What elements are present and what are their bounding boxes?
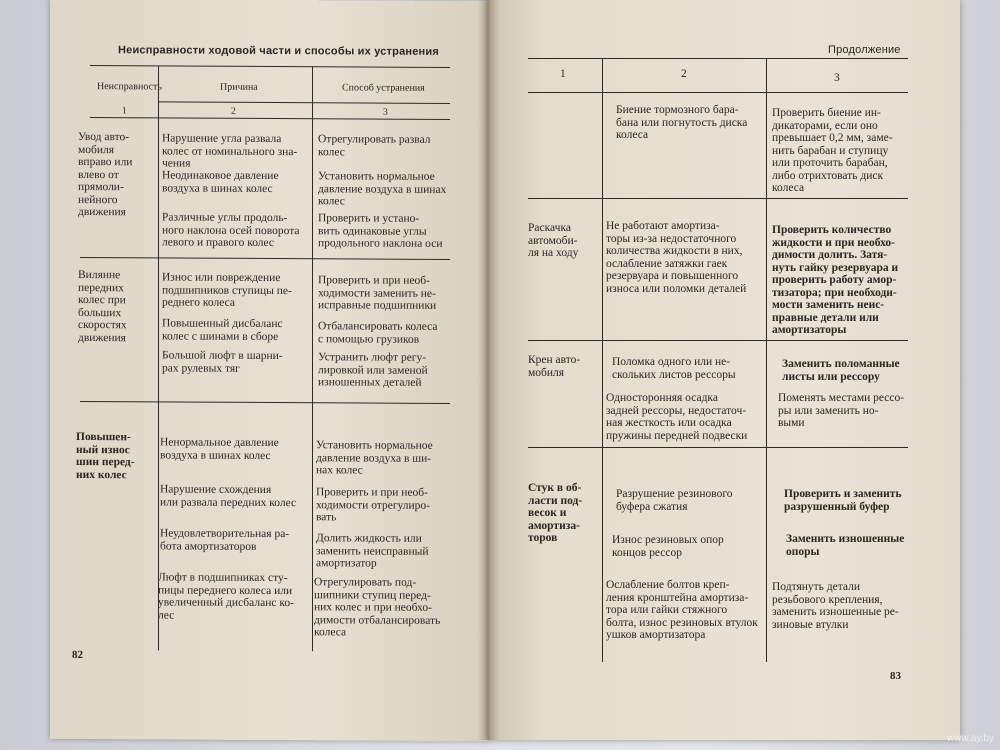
cause-cell: Износ или повреждение подшипников ступицы пе- реднего колеса <box>162 271 292 309</box>
fault-cell: Вилянне передних колес при больших скоростях движения <box>78 268 127 344</box>
header-fix: Способ устранения <box>342 82 425 94</box>
watermark: www.ay.by <box>946 733 994 744</box>
continuation-label: Продолжение <box>828 44 901 56</box>
header-bottom-rule <box>528 92 908 93</box>
fix-cell: Проверить и при необ- ходимости заменить не- исправные подшипники <box>318 274 437 312</box>
cause-cell: Различные углы продоль- ного наклона осей поворота левого и правого колес <box>162 211 300 250</box>
col-number-2: 2 <box>231 106 236 117</box>
col-divider-1 <box>158 65 159 650</box>
page-title: Неисправности ходовой части и способы их устранения <box>118 44 439 58</box>
col-number-3: 3 <box>383 107 388 118</box>
fault-cell: Крен авто- мобиля <box>528 354 581 379</box>
header-cause: Причина <box>220 81 258 93</box>
right-page <box>488 0 960 740</box>
fix-cell: Установить нормальное давление воздуха в шинах колес <box>318 170 447 208</box>
header-fault: Неисправность <box>97 81 162 93</box>
cause-cell: Неодинаковое давление воздуха в шинах колес <box>162 169 279 195</box>
fix-cell: Отрегулировать развал колес <box>318 133 431 158</box>
header-bottom-rule <box>90 117 450 120</box>
cause-cell: Нарушение угла развала колес от номинального зна- чения <box>162 132 298 170</box>
cause-cell: Ослабление болтов креп- ления кронштейна амортиза- тора или гайки стяжного болта, износ резиновых втулок ушков амортизатора <box>606 579 758 641</box>
fix-cell: Долить жидкость или заменить неисправный амортизатор <box>316 532 429 570</box>
col-divider-2 <box>766 58 767 662</box>
cause-cell: Не работают амортиза- торы из-за недостаточного количества жидкости в них, ослабление затяжки гаек резервуара и повышенного износа или поломки деталей <box>606 220 747 295</box>
cause-cell: Большой люфт в шарни- рах рулевых тяг <box>162 349 283 375</box>
fix-cell: Проверить и заменить разрушенный буфер <box>784 488 902 513</box>
row-divider <box>80 257 450 260</box>
fix-cell: Отбалансировать колеса с помощью грузиков <box>318 320 438 346</box>
cause-cell: Нарушение схождения или развала передних колес <box>160 483 297 509</box>
col-number-2: 2 <box>681 68 687 80</box>
col-divider-1 <box>602 58 603 662</box>
cause-cell: Люфт в подшипниках сту- пицы переднего колеса или увеличенный дисбаланс ко- лес <box>158 571 294 621</box>
fault-cell: Увод авто- мобиля вправо или влево от прямоли- нейного движения <box>78 130 133 219</box>
col-number-1: 1 <box>560 68 566 80</box>
book-gutter <box>478 0 500 740</box>
col-number-3: 3 <box>834 72 840 84</box>
left-page <box>50 0 490 741</box>
header-number-rule <box>158 101 450 104</box>
fix-cell: Заменить поломанные листы или рессору <box>782 358 900 383</box>
row-divider <box>528 447 908 448</box>
fix-cell: Проверить и при необ- ходимости отрегулиро- вать <box>316 486 431 524</box>
fix-cell: Устранить люфт регу- лировкой или заменой изношенных деталей <box>318 351 428 389</box>
fix-cell: Подтянуть детали резьбового крепления, заменить изношенные ре- зиновые втулки <box>772 581 899 631</box>
fix-cell: Установить нормальное давление воздуха в ши- нах колес <box>316 439 433 477</box>
page-number: 82 <box>72 648 83 662</box>
cause-cell: Поломка одного или не- скольких листов рессоры <box>612 356 736 381</box>
row-divider <box>528 340 908 341</box>
fault-cell: Раскачка автомоби- ля на ходу <box>528 222 579 259</box>
fix-cell: Проверить и устано- вить одинаковые углы продольного наклона оси <box>318 212 443 250</box>
table-top-rule <box>90 65 450 68</box>
col-divider-2 <box>312 66 313 651</box>
cause-cell: Износ резиновых опор концов рессор <box>612 534 724 559</box>
row-divider <box>80 401 450 404</box>
fault-cell: Повышен- ный износ шин перед- них колес <box>76 430 135 481</box>
page-number: 83 <box>890 670 901 682</box>
fix-cell: Проверить количество жидкости и при необхо- димости долить. Затя- нуть гайку резервуара и проверить работу амор- тизатора; при необходи- мости заменить неис- правные детали или амортизаторы <box>772 224 899 336</box>
cause-cell: Ненормальное давление воздуха в шинах колес <box>160 436 279 462</box>
fix-cell: Проверить биение ин- дикаторами, если оно превышает 0,2 мм, заме- нить барабан и ступицу или проточить барабан, либо отрихтовать диск колеса <box>772 107 893 194</box>
row-divider <box>528 198 908 199</box>
cause-cell: Повышенный дисбаланс колес с шинами в сборе <box>162 317 283 343</box>
fix-cell: Заменить изношенные опоры <box>786 533 905 558</box>
cause-cell: Односторонняя осадка задней рессоры, недостаточ- ная жесткость или осадка пружины передней подвески <box>606 392 748 442</box>
cause-cell: Биение тормозного бара- бана или погнутость диска колеса <box>616 104 748 141</box>
fix-cell: Поменять местами рессо- ры или заменить но- выми <box>778 392 905 429</box>
cause-cell: Разрушение резинового буфера сжатия <box>616 488 733 513</box>
fault-cell: Стук в об- ласти под- весок и амортиза- торов <box>528 482 583 544</box>
col-number-1: 1 <box>122 106 127 117</box>
table-top-rule <box>528 58 908 59</box>
cause-cell: Неудовлетворительная ра- бота амортизаторов <box>160 527 290 553</box>
fix-cell: Отрегулировать под- шипники ступиц перед- них колес и при необхо- димости отбалансировать колеса <box>314 576 441 639</box>
